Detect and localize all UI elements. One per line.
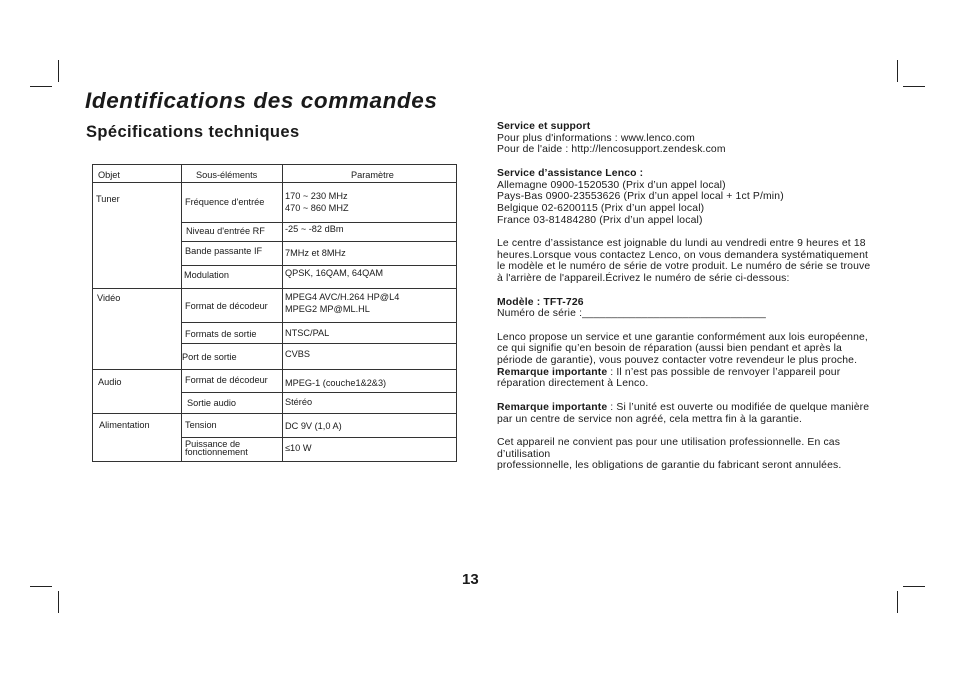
table-cell-param: MPEG4 AVC/H.264 HP@L4 [285, 292, 400, 302]
table-cell-param: 7MHz et 8MHz [285, 248, 346, 258]
table-divider [181, 322, 456, 323]
crop-mark [30, 586, 52, 587]
table-divider [93, 413, 456, 414]
text-line: Pour de l'aide : http://lencosupport.zendesk.com [497, 144, 726, 156]
table-divider [181, 343, 456, 344]
table-cell-param: ≤10 W [285, 443, 312, 453]
text-line: professionnelle, les obligations de garantie du fabricant seront annulées. [497, 460, 842, 472]
text-line: par un centre de service non agréé, cela mettra fin à la garantie. [497, 413, 803, 425]
text-line: Allemagne 0900-1520530 (Prix d’un appel local) [497, 179, 726, 191]
table-divider [181, 165, 182, 461]
crop-mark [58, 591, 59, 613]
table-cell-sous: Modulation [184, 270, 229, 280]
column-header: Paramètre [351, 170, 394, 180]
support-text [497, 121, 897, 472]
table-cell-param: Stéréo [285, 397, 313, 407]
table-cell-sous: Format de décodeur [185, 301, 268, 311]
remark-label: Remarque importante [497, 401, 608, 413]
table-cell-sous: Formats de sortie [185, 329, 257, 339]
table-cell-sous: Puissance de [185, 439, 241, 449]
table-cell-param: 170 ~ 230 MHz [285, 191, 348, 201]
column-header: Objet [98, 170, 120, 180]
table-cell-objet: Alimentation [99, 420, 150, 430]
table-divider [181, 241, 456, 242]
text-line: ce qui signifie qu’en besoin de réparation (aussi bien pendant et après la [497, 343, 842, 355]
table-cell-param: DC 9V (1,0 A) [285, 421, 342, 431]
table-cell-objet: Vidéo [97, 293, 121, 303]
text-line: Le centre d’assistance est joignable du lundi au vendredi entre 9 heures et 18 [497, 238, 866, 249]
page-title: Identifications des commandes [85, 88, 438, 113]
text-line: Lenco propose un service et une garantie conformément aux lois européenne, [497, 331, 868, 343]
table-cell-objet: Tuner [96, 194, 120, 204]
text-line: heures.Lorsque vous contactez Lenco, on vous demandera systématiquement [497, 249, 869, 261]
text-line: : Si l’unité est ouverte ou modifiée de quelque manière [607, 401, 870, 413]
text-line: Pays-Bas 0900-23553626 (Prix d’un appel local + 1ct P/min) [497, 191, 784, 203]
table-cell-param: -25 ~ -82 dBm [285, 224, 344, 234]
text-line: d’utilisation [497, 448, 551, 460]
table-cell-sous: Niveau d'entrée RF [186, 226, 265, 236]
table-cell-param: CVBS [285, 349, 311, 359]
table-divider [181, 265, 456, 266]
section-subtitle: Spécifications techniques [86, 123, 300, 141]
assist-heading: Service d’assistance Lenco : [497, 167, 644, 179]
service-heading: Service et support [497, 121, 591, 132]
crop-mark [897, 60, 898, 82]
crop-mark [897, 591, 898, 613]
page-number: 13 [462, 571, 479, 588]
table-cell-sous: Bande passante IF [185, 246, 263, 256]
text-line: le modèle et le numéro de série de votre produit. Le numéro de série se trouve [497, 261, 871, 273]
table-cell-param: NTSC/PAL [285, 328, 330, 338]
table-cell-param: QPSK, 16QAM, 64QAM [285, 268, 384, 278]
text-line: France 03-81484280 (Prix d’un appel local) [497, 214, 703, 226]
table-divider [93, 182, 456, 183]
model-label: Modèle : TFT-726 [497, 296, 584, 308]
table-divider [93, 369, 456, 370]
table-cell-sous: fonctionnement [185, 447, 248, 457]
text-line: Belgique 02-6200115 (Prix d’un appel local) [497, 202, 705, 214]
table-divider [93, 288, 456, 289]
table-cell-param: 470 ~ 860 MHZ [285, 203, 349, 213]
crop-mark [903, 586, 925, 587]
text-line: Cet appareil ne convient pas pour une utilisation professionnelle. En cas [497, 436, 841, 448]
table-cell-sous: Port de sortie [182, 352, 237, 362]
table-cell-sous: Tension [185, 420, 217, 430]
table-cell-param: MPEG-1 (couche1&2&3) [285, 378, 387, 388]
table-divider [181, 222, 456, 223]
table-cell-objet: Audio [98, 377, 122, 387]
table-cell-param: MPEG2 MP@ML.HL [285, 304, 370, 314]
text-line: : Il n’est pas possible de renvoyer l’appareil pour [607, 366, 841, 378]
serial-field: Numéro de série :_______________________________ [497, 308, 766, 320]
table-divider [181, 437, 456, 438]
crop-mark [58, 60, 59, 82]
text-line: période de garantie), vous pouvez contacter votre revendeur le plus proche. [497, 355, 858, 366]
text-line: à l'arrière de l'appareil.Écrivez le numéro de série ci-dessous: [497, 273, 790, 285]
table-cell-sous: Sortie audio [187, 398, 237, 408]
table-divider [181, 392, 456, 393]
text-line: réparation directement à Lenco. [497, 378, 649, 390]
table-cell-sous: Fréquence d'entrée [185, 197, 265, 207]
table-cell-sous: Format de décodeur [185, 375, 268, 385]
crop-mark [903, 86, 925, 87]
specs-table [92, 164, 457, 462]
remark-label: Remarque importante [497, 366, 608, 378]
column-header: Sous-éléments [196, 170, 258, 180]
text-line: Pour plus d'informations : www.lenco.com [497, 132, 695, 144]
table-divider [282, 165, 283, 461]
crop-mark [30, 86, 52, 87]
